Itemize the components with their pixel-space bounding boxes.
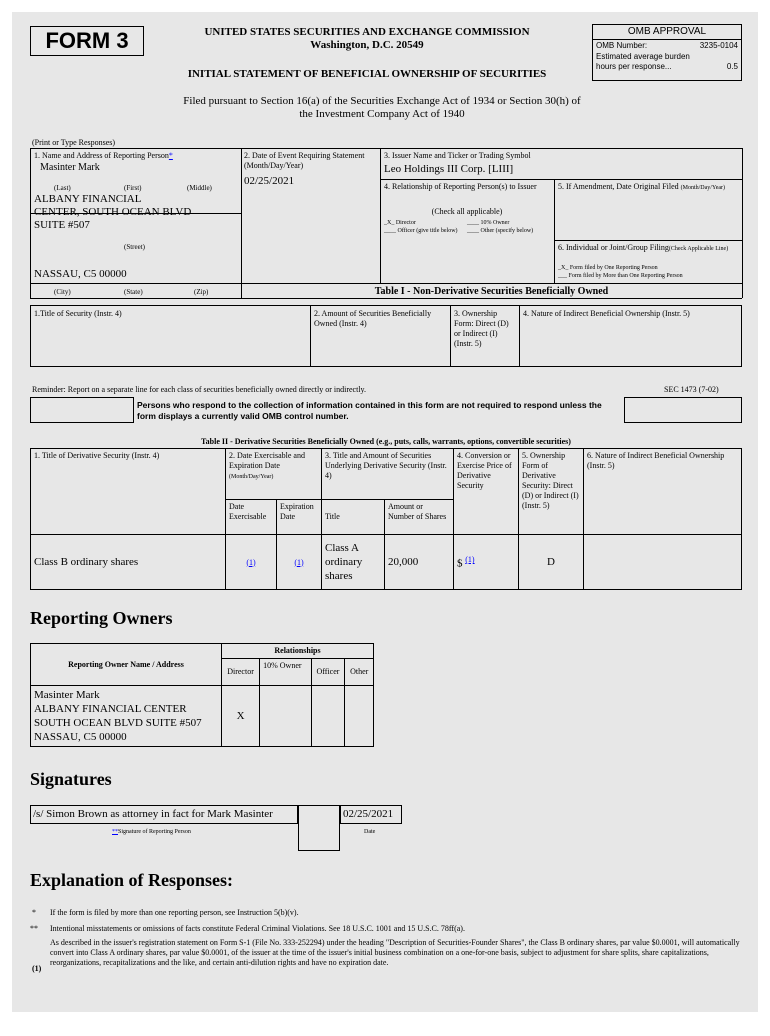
- filing-type-text: 6. Individual or Joint/Group Filing: [558, 243, 669, 252]
- omb-hours-value: 0.5: [726, 62, 738, 71]
- other-hdr: [345, 659, 374, 686]
- ten-pct-hdr-text: 10% Owner: [263, 661, 302, 670]
- table2-h4: [454, 449, 519, 535]
- note1-text: If the form is filed by more than one reporting person, see Instruction 5(b)(v).: [50, 908, 299, 917]
- reporting-person-name: Masinter Mark: [40, 162, 100, 173]
- ten-pct-hdr: [260, 659, 311, 686]
- city-state-zip: NASSAU, C5 00000: [34, 268, 127, 280]
- expiration-cell: [277, 535, 322, 590]
- director-hdr: [222, 659, 260, 686]
- table-row: [31, 535, 742, 590]
- signature-caption: [112, 829, 191, 836]
- relationship-label: 4. Relationship of Reporting Person(s) to Issuer: [384, 182, 537, 191]
- check-all-applicable: (Check all applicable): [431, 207, 503, 216]
- street-caption: (Street): [124, 243, 145, 251]
- form-title-box: [30, 26, 144, 56]
- omb-number-value: 3235-0104: [699, 41, 738, 50]
- signature-date-box: [340, 805, 402, 824]
- officer-cell: [311, 686, 345, 747]
- ownership-form: D: [547, 555, 555, 568]
- table2-h1-text: 1. Title of Derivative Security (Instr. 4): [34, 451, 160, 460]
- sec-code: SEC 1473 (7-02): [664, 385, 719, 394]
- first-caption: (First): [124, 184, 142, 192]
- signature-spacer-box: [298, 805, 340, 851]
- nature-cell: [584, 535, 742, 590]
- form-title: FORM 3: [45, 28, 129, 53]
- reporting-owners-table: [30, 643, 374, 747]
- footnote-1-link[interactable]: (1): [465, 555, 475, 565]
- table2-h3: [322, 449, 454, 500]
- filed-pursuant-line2: the Investment Company Act of 1940: [299, 108, 465, 120]
- owner-name: Masinter Mark: [34, 689, 100, 701]
- table1-col-ownership: 3. Ownership Form: Direct (D) or Indirect (I) (Instr. 5): [454, 309, 509, 348]
- ten-pct-cell: [260, 686, 311, 747]
- reporting-person-label: 1. Name and Address of Reporting Person: [34, 151, 169, 160]
- form-page: [12, 12, 758, 1012]
- ten-pct-option: ____ 10% Owner: [467, 220, 510, 226]
- table2-h5: [519, 449, 584, 535]
- box1-label: [34, 151, 173, 161]
- omb-approval-box: [592, 24, 742, 81]
- middle-caption: (Middle): [187, 184, 212, 192]
- underlying-title-hdr: Title: [325, 512, 340, 521]
- address-line3: SUITE #507: [34, 219, 90, 231]
- amendment-label-text: 5. If Amendment, Date Original Filed: [558, 182, 679, 191]
- filing-option-one: _X_ Form filed by One Reporting Person: [558, 265, 658, 271]
- signature-box: [30, 805, 298, 824]
- omb-hours-row: [593, 62, 741, 72]
- table2-h6: [584, 449, 742, 535]
- table1-col-nature: 4. Nature of Indirect Beneficial Ownership (Instr. 5): [523, 309, 690, 318]
- footnote-1-link[interactable]: (1): [246, 557, 256, 567]
- owner-name-hdr-text: Reporting Owner Name / Address: [68, 659, 184, 669]
- director-mark: X: [236, 710, 245, 722]
- signature-date: 02/25/2021: [343, 808, 394, 820]
- relationships-hdr-text: Relationships: [274, 646, 321, 655]
- director-mark-cell: [222, 686, 260, 747]
- address-line2: CENTER, SOUTH OCEAN BLVD: [34, 206, 192, 218]
- officer-hdr-text: Officer: [316, 667, 340, 676]
- table2-h5-text: 5. Ownership Form of Derivative Security: Direct (D) or Indirect (I) (Instr. 5): [522, 451, 579, 510]
- signatures-heading: Signatures: [30, 769, 112, 789]
- amount-shares-hdr: Amount or Number of Shares: [388, 502, 447, 521]
- right-blank-box: [624, 397, 742, 423]
- table2-h3b: [385, 500, 454, 535]
- state-caption: (State): [124, 288, 143, 296]
- address-line1: ALBANY FINANCIAL: [34, 193, 142, 205]
- underlying-amount: 20,000: [388, 555, 419, 568]
- table2-h1: [31, 449, 226, 535]
- filed-pursuant: [112, 95, 652, 121]
- relationships-hdr: [222, 644, 374, 659]
- table2-h3a: [322, 500, 385, 535]
- footnote-star-link[interactable]: *: [168, 151, 173, 160]
- amendment-label: [558, 182, 740, 192]
- table2-h2b: [277, 500, 322, 535]
- last-caption: (Last): [54, 184, 71, 192]
- filed-pursuant-line1: Filed pursuant to Section 16(a) of the Securities Exchange Act of 1934 or Section 30(h) of: [183, 95, 581, 107]
- ownership-form-cell: [519, 535, 584, 590]
- footnote-1-link[interactable]: (1): [294, 557, 304, 567]
- price-cell: [454, 535, 519, 590]
- table2-title: Table II - Derivative Securities Beneficially Owned (e.g., puts, calls, warrants, options, convertible securities): [201, 437, 571, 446]
- expiration-date-hdr: Expiration Date: [280, 502, 314, 521]
- amount-cell: [385, 535, 454, 590]
- omb-hours-label: hours per response...: [596, 62, 672, 71]
- note2-text: Intentional misstatements or omissions of facts constitute Federal Criminal Violations. See 18 U.S.C. 1001 and 15 U.S.C. 78ff(a).: [50, 924, 465, 933]
- omb-burden-label: Estimated average burden: [596, 52, 690, 61]
- note1-mark: *: [32, 908, 36, 917]
- filing-type-check: (Check Applicable Line): [668, 246, 729, 252]
- table2-h3-text: 3. Title and Amount of Securities Underlying Derivative Security (Instr. 4): [325, 451, 447, 480]
- derivative-title: Class B ordinary shares: [34, 555, 139, 568]
- date-exercisable-cell: [226, 535, 277, 590]
- left-blank-box: [30, 397, 134, 423]
- filing-type-label: [558, 243, 740, 253]
- underlying-title-cell: [322, 535, 385, 590]
- explanation-heading: Explanation of Responses:: [30, 870, 234, 890]
- date-exercisable-hdr: Date Exercisable: [229, 502, 267, 521]
- note2-mark: **: [30, 924, 38, 933]
- owner-name-hdr: [31, 644, 222, 686]
- zip-caption: (Zip): [194, 288, 209, 296]
- owner-address-line2: SOUTH OCEAN BLVD SUITE #507: [34, 717, 202, 729]
- table2-h4-text: 4. Conversion or Exercise Price of Derivative Security: [457, 451, 512, 490]
- agency-location: Washington, D.C. 20549: [310, 39, 424, 51]
- issuer-value: Leo Holdings III Corp. [LIII]: [384, 163, 514, 175]
- note3-text: As described in the issuer's registration statement on Form S-1 (File No. 333-252294) under the heading "Description of Securities-Founder Shares", the Class B ordinary shares, par value $0.0001, will automatically convert into Class A ordinary shares, par value $0.0001, of the issuer at the time of the issuer's initial business combination on a one-for-one basis, subject to adjustment for share splits, share capitalizations, reorganizations, recapitalizations and the like, and certain anti-dilution rights and have no expiration date.: [50, 938, 740, 967]
- agency-header: [157, 26, 577, 52]
- table2-h2-sub: (Month/Day/Year): [229, 474, 274, 480]
- officer-hdr: [311, 659, 345, 686]
- other-cell: [345, 686, 374, 747]
- omb-number-label: OMB Number:: [596, 41, 648, 50]
- reminder-text: Reminder: Report on a separate line for each class of securities beneficially owned directly or indirectly.: [32, 385, 367, 394]
- signature-caption-text: Signature of Reporting Person: [118, 829, 191, 835]
- other-option: ____ Other (specify below): [467, 228, 534, 234]
- other-hdr-text: Other: [350, 667, 369, 676]
- underlying-title: Class A ordinary shares: [325, 542, 363, 582]
- omb-number-row: [593, 40, 741, 52]
- owner-address-cell: [31, 686, 222, 747]
- reporting-owners-heading: Reporting Owners: [30, 608, 173, 628]
- issuer-label: 3. Issuer Name and Ticker or Trading Symbol: [384, 151, 531, 160]
- table2-h2a: [226, 500, 277, 535]
- price-prefix: $: [457, 557, 463, 570]
- table2: [30, 448, 742, 590]
- derivative-title-cell: [31, 535, 226, 590]
- signature-text: /s/ Simon Brown as attorney in fact for Mark Masinter: [33, 808, 273, 820]
- footnote-2-link[interactable]: **: [112, 829, 118, 835]
- omb-title: OMB APPROVAL: [593, 25, 741, 40]
- table-row: [31, 686, 374, 747]
- agency-name: UNITED STATES SECURITIES AND EXCHANGE COMMISSION: [204, 26, 530, 38]
- amendment-sub: (Month/Day/Year): [680, 185, 726, 191]
- officer-option: ____ Officer (give title below): [384, 228, 458, 234]
- filing-option-more: ___ Form filed by More than One Reporting Person: [558, 273, 683, 279]
- table2-h6-text: 6. Nature of Indirect Beneficial Ownership (Instr. 5): [587, 451, 725, 470]
- city-caption: (City): [54, 288, 71, 296]
- event-date-value: 02/25/2021: [244, 175, 295, 187]
- director-hdr-text: Director: [227, 667, 254, 676]
- table1-col-title: 1.Title of Security (Instr. 4): [34, 309, 122, 318]
- table2-h2: [226, 449, 322, 500]
- event-date-label: 2. Date of Event Requiring Statement (Month/Day/Year): [244, 151, 365, 170]
- statement-title: INITIAL STATEMENT OF BENEFICIAL OWNERSHIP OF SECURITIES: [187, 68, 547, 80]
- date-caption: Date: [364, 829, 376, 835]
- table1-title: Table I - Non-Derivative Securities Beneficially Owned: [374, 286, 609, 297]
- table2-h2-text: 2. Date Exercisable and Expiration Date: [229, 451, 305, 470]
- reporting-person-address: [34, 193, 239, 232]
- director-option: _X_ Director: [384, 220, 416, 226]
- owner-address-line1: ALBANY FINANCIAL CENTER: [34, 703, 187, 715]
- table1-col-amount: 2. Amount of Securities Beneficially Owned (Instr. 4): [314, 309, 432, 328]
- owner-address-line3: NASSAU, C5 00000: [34, 731, 127, 743]
- note3-mark: (1): [32, 964, 42, 973]
- persons-respond-notice: Persons who respond to the collection of information contained in this form are not required to respond unless the form displays a currently valid OMB control number.: [137, 400, 602, 421]
- print-type-note: (Print or Type Responses): [32, 138, 116, 147]
